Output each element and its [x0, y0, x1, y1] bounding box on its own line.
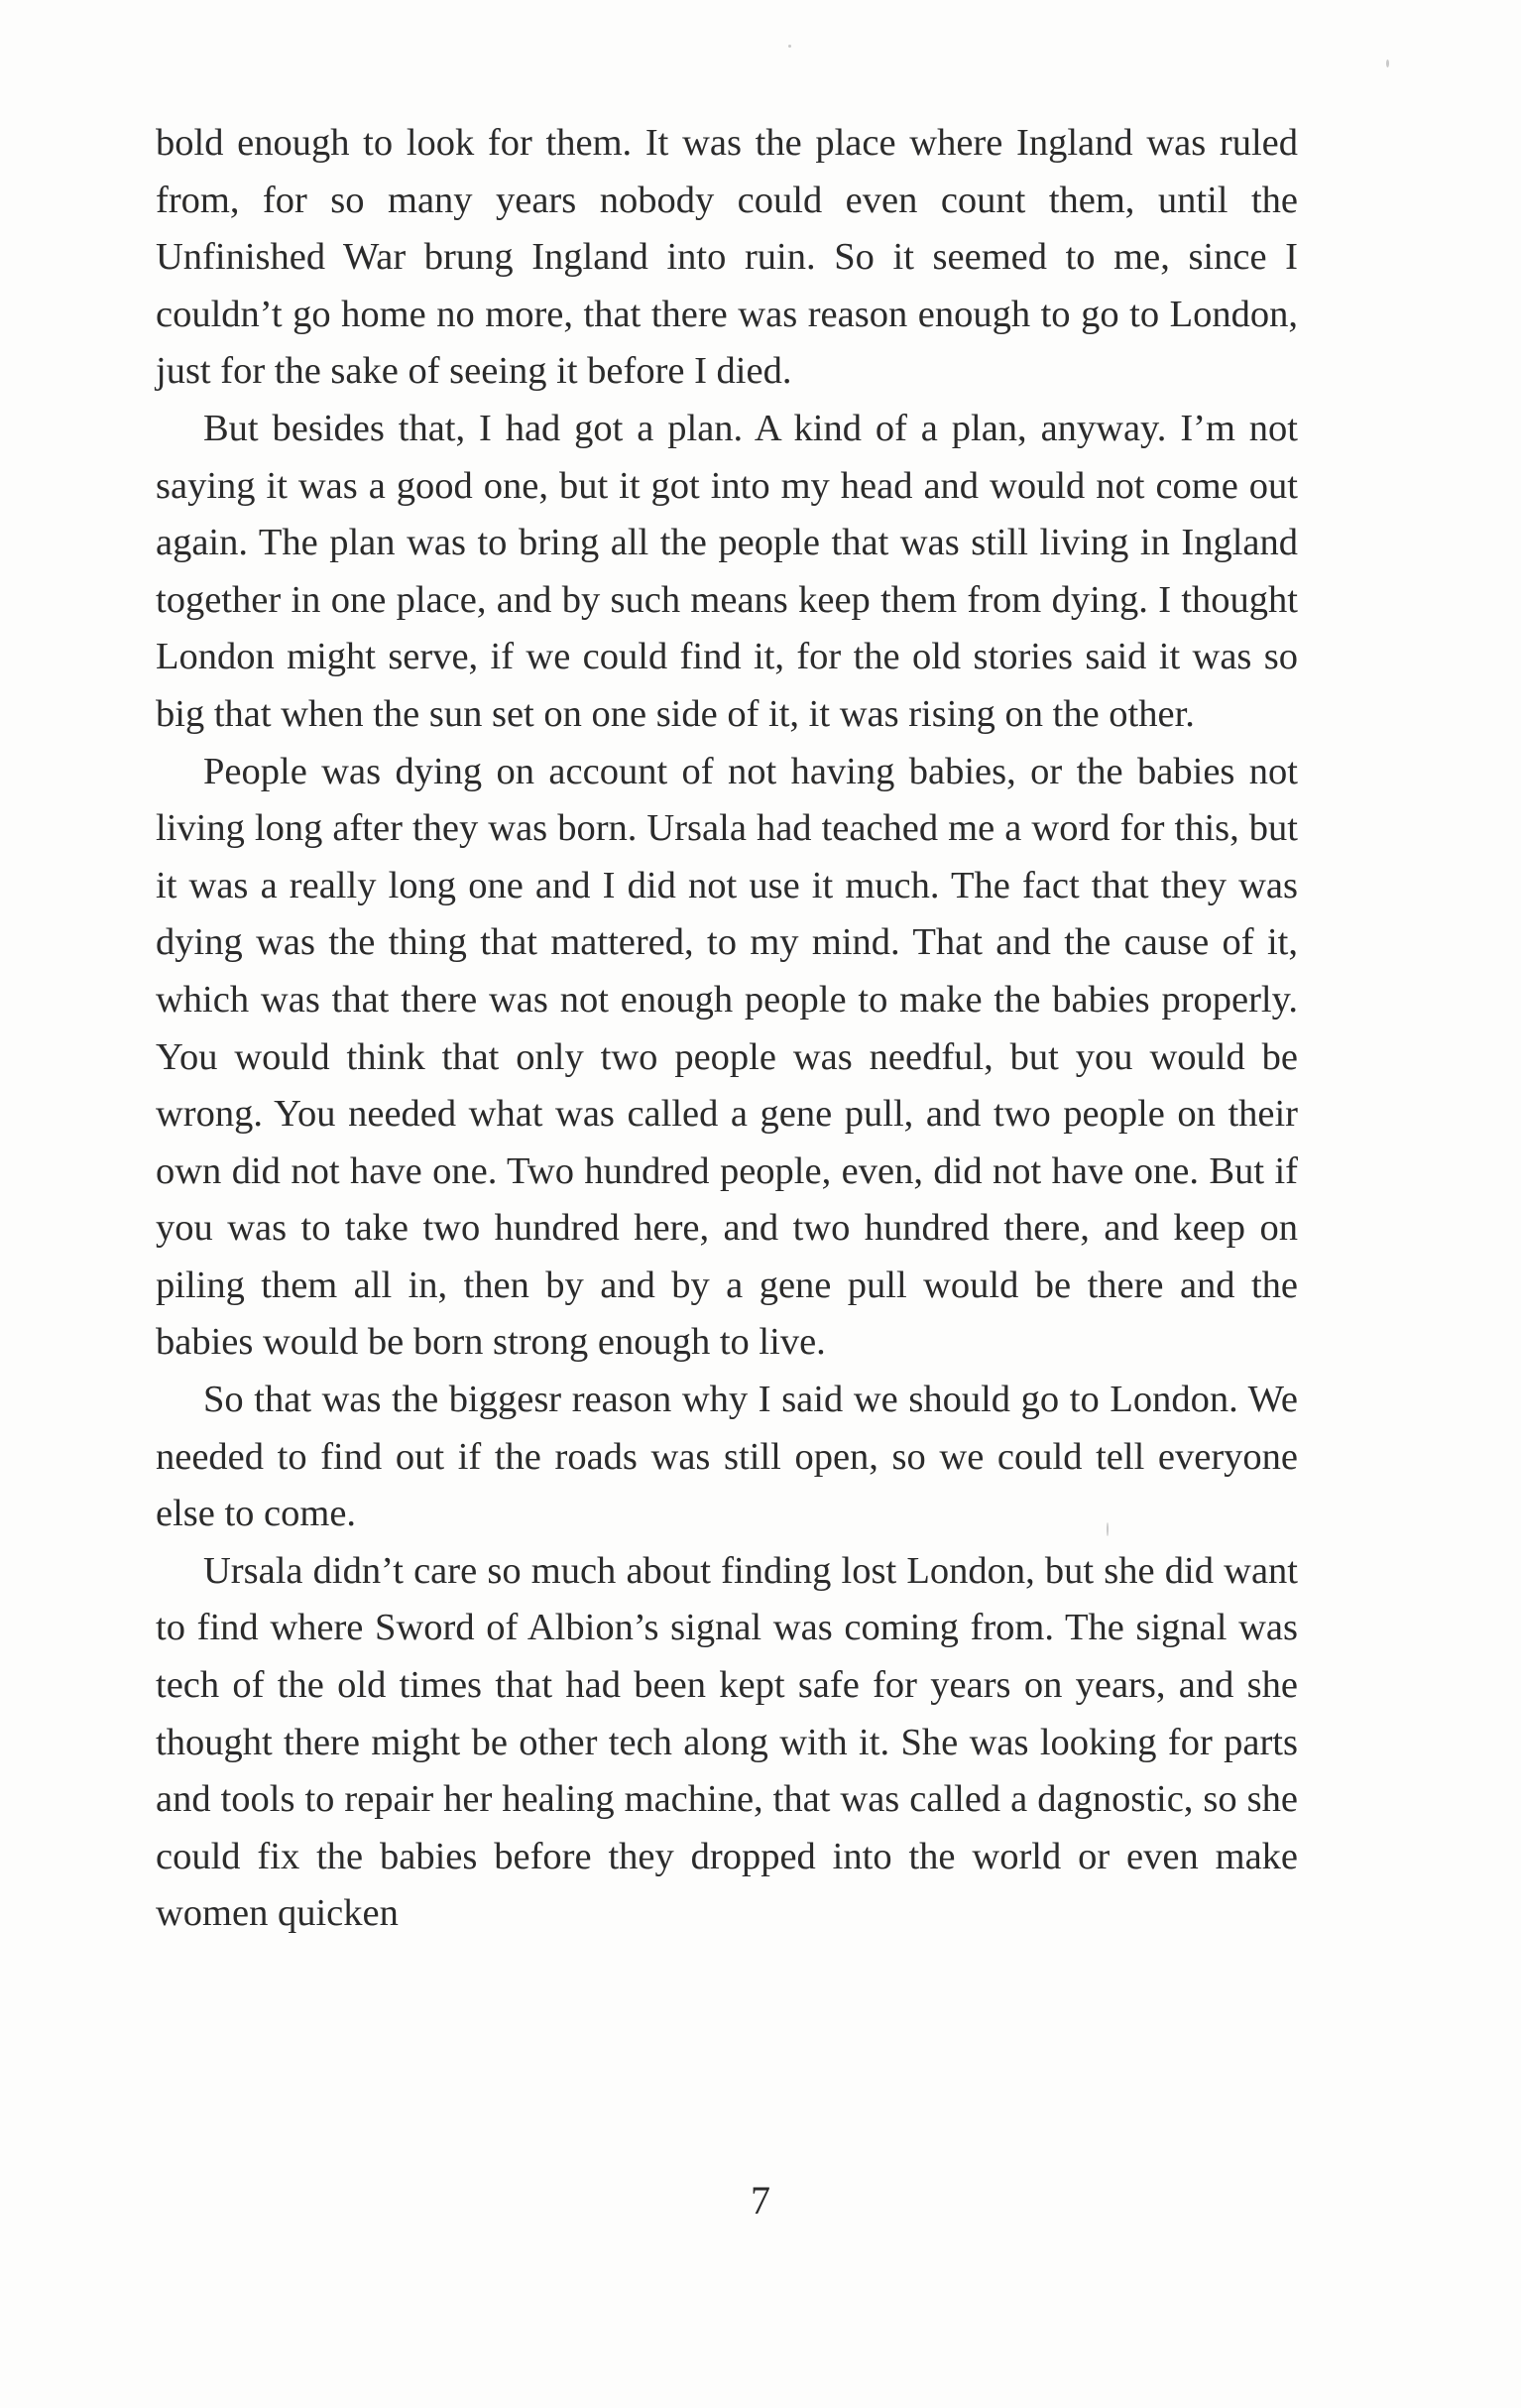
paragraph-5: Ursala didn’t care so much about finding lost London, but she did want to find where Sword of Albion’s signal was coming from. The signal was tech of the old times that had been kept safe for years on years, and she thought there might be other tech along with it. She was looking for parts and tools to repair her healing machine, that was called a dagnostic, so she could fix the babies before they dropped into the world or even make women quicken [156, 1549, 1298, 1935]
paragraph-2: But besides that, I had got a plan. A kind of a plan, anyway. I’m not saying it was a good one, but it got into my head and would not come out again. The plan was to bring all the people that was still living in Ingland together in one place, and by such means keep them from dying. I thought London might serve, if we could find it, for the old stories said it was so big that when the sun set on one side of it, it was rising on the other. [156, 407, 1298, 735]
paragraph-4: So that was the biggesr reason why I said we should go to London. We needed to find out if the roads was still open, so we could tell everyone else to come. [156, 1379, 1298, 1535]
paragraph-1: bold enough to look for them. It was the place where Ingland was ruled from, for so many years nobody could even count them, until the Unfinished War brung Ingland into ruin. So it seemed to me, since I couldn’t go home no more, that there was reason enough to go to London, just for the sake of seeing it before I died. [156, 122, 1298, 393]
paper-speck [1107, 1522, 1109, 1536]
page-number: 7 [751, 2178, 770, 2223]
paper-speck [1386, 60, 1389, 67]
paper-speck [788, 45, 791, 48]
paragraph-3: People was dying on account of not having babies, or the babies not living long after they was born. Ursala had teached me a word for this, but it was a really long one and I did not use it much. The fact that they was dying was the thing that mattered, to my mind. That and the cause of it, which was that there was not enough people to make the babies properly. You would think that only two people was needful, but you would be wrong. You needed what was called a gene pull, and two people on their own did not have one. Two hundred people, even, did not have one. But if you was to take two hundred here, and two hundred there, and keep on piling them all in, then by and by a gene pull would be there and the babies would be born strong enough to live. [156, 750, 1298, 1364]
body-text [156, 115, 1298, 1943]
